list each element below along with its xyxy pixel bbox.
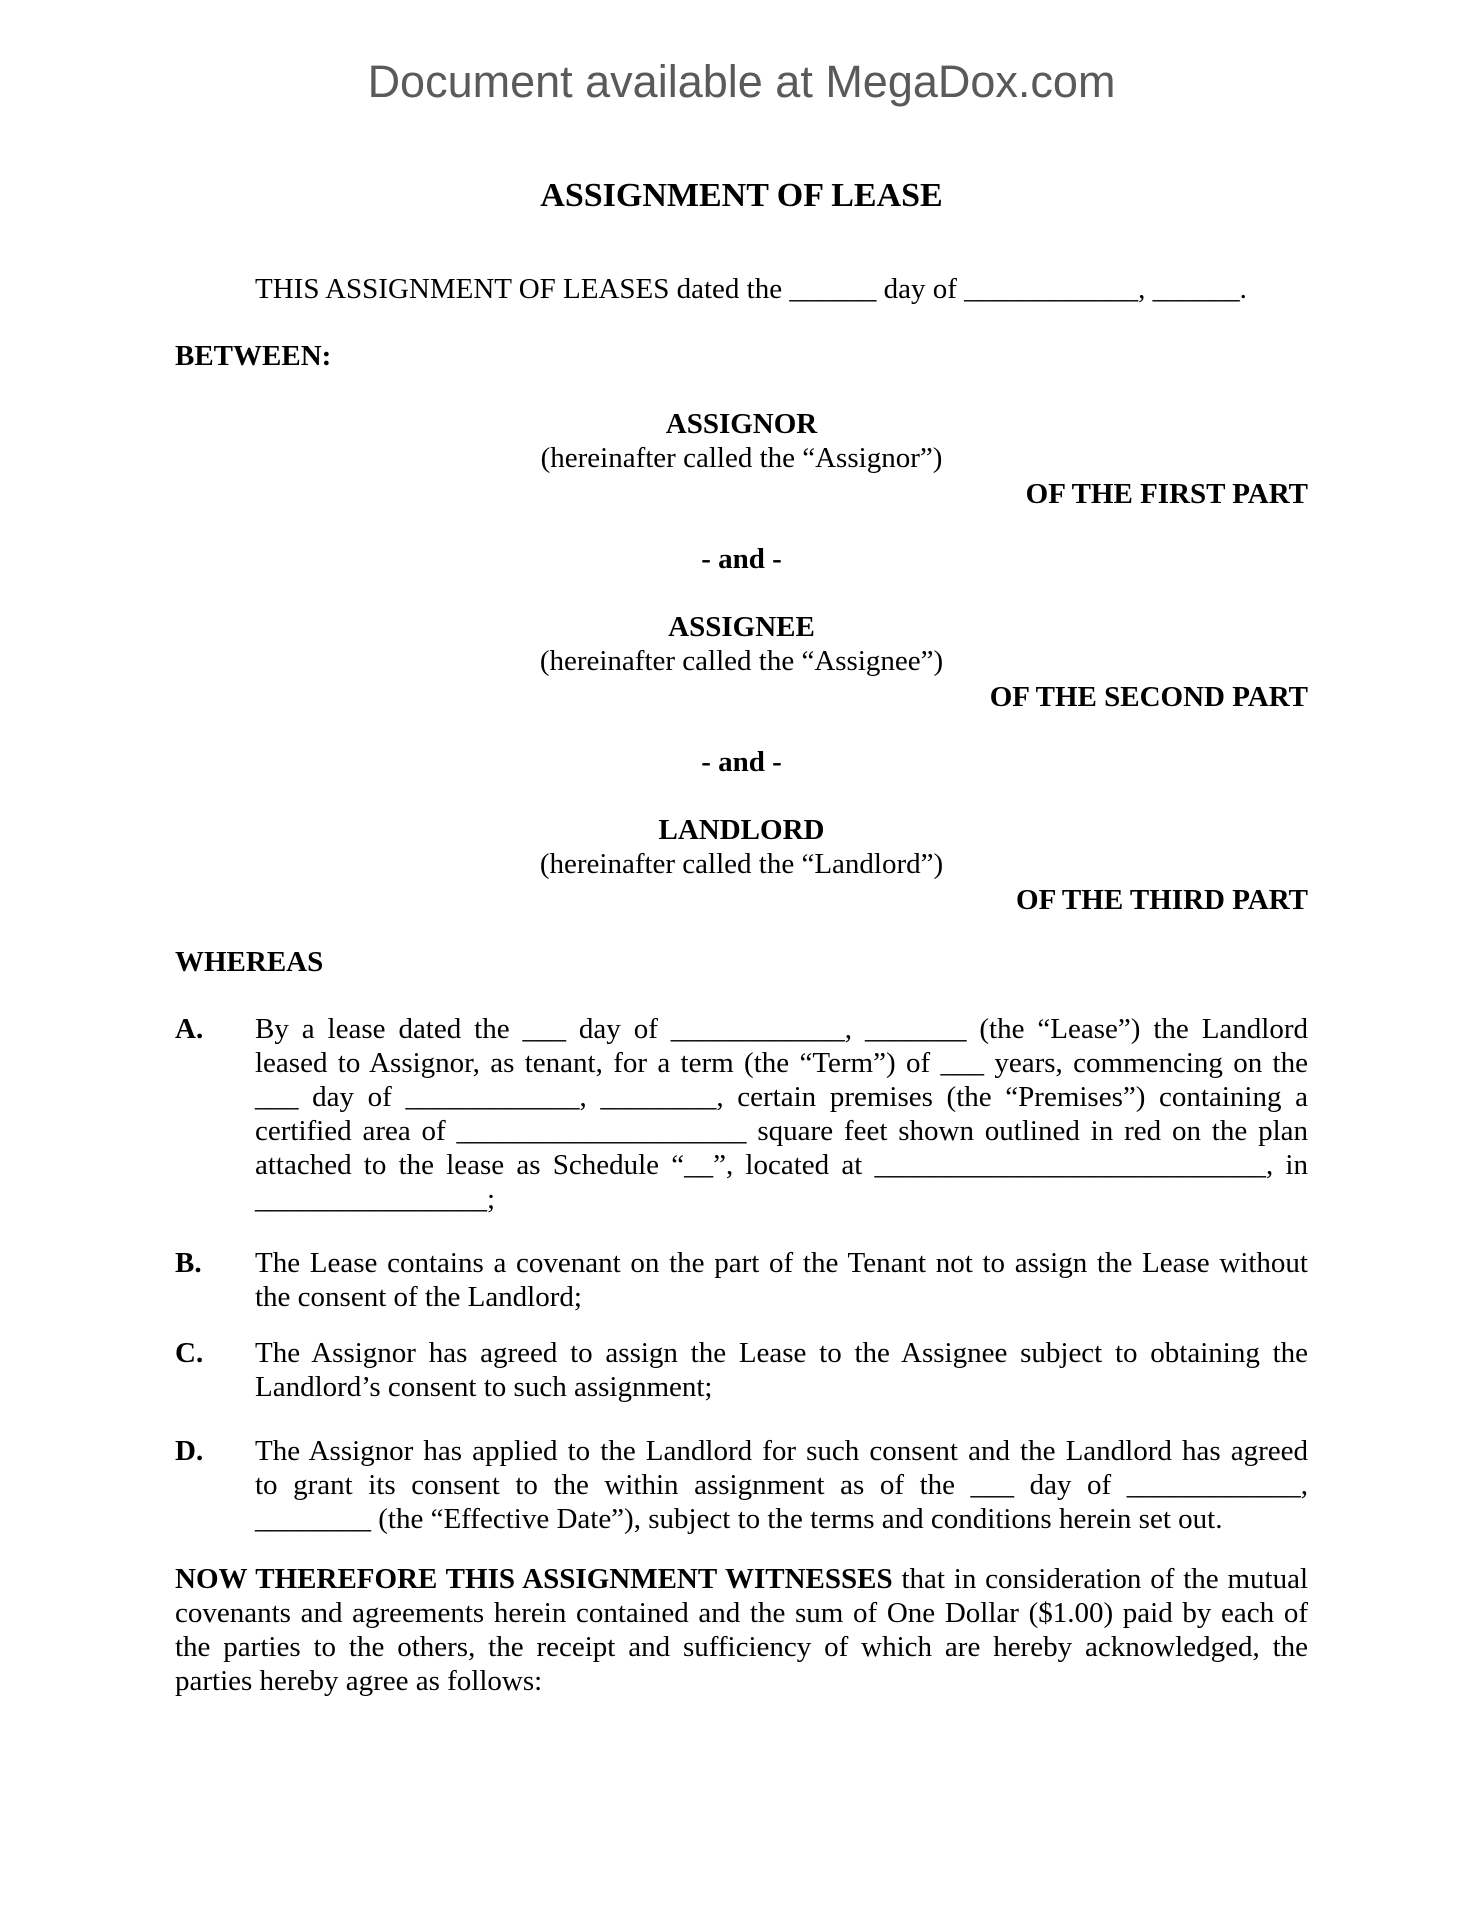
party-part: OF THE FIRST PART — [1025, 478, 1308, 510]
closing-line: the parties to the others, the receipt and sufficiency of which are hereby acknowledged, the — [175, 1631, 1308, 1663]
recital-line: leased to Assignor, as tenant, for a term (the “Term”) of ___ years, commencing on the — [255, 1047, 1308, 1079]
party-name: LANDLORD — [658, 814, 825, 846]
closing-line-text: that in consideration of the mutual — [901, 1563, 1308, 1595]
recital-line: certified area of ____________________ square feet shown outlined in red on the plan — [255, 1115, 1308, 1147]
now-therefore-paragraph — [175, 1562, 1308, 1698]
party-block-assignee — [175, 610, 1308, 714]
recital-b — [175, 1246, 1308, 1314]
party-block-landlord — [175, 813, 1308, 917]
recital-text — [255, 1434, 1308, 1536]
recital-letter: C. — [175, 1337, 204, 1369]
recital-letter: B. — [175, 1247, 202, 1279]
recital-text — [255, 1336, 1308, 1404]
recital-line: The Lease contains a covenant on the part of the Tenant not to assign the Lease without — [255, 1247, 1308, 1279]
party-alias: (hereinafter called the “Assignor”) — [540, 442, 943, 474]
recital-text — [255, 1012, 1308, 1216]
recital-line: attached to the lease as Schedule “__”, located at ___________________________, in — [255, 1149, 1308, 1181]
recital-line: The Assignor has applied to the Landlord for such consent and the Landlord has agreed — [255, 1435, 1308, 1467]
watermark-text: Document available at MegaDox.com — [367, 56, 1116, 107]
closing-line — [175, 1562, 1308, 1596]
recital-text — [255, 1246, 1308, 1314]
recital-d — [175, 1434, 1308, 1536]
recital-c — [175, 1336, 1308, 1404]
and-separator: - and - — [701, 543, 782, 575]
recital-letter: D. — [175, 1435, 204, 1467]
party-block-assignor — [175, 407, 1308, 511]
document-title: ASSIGNMENT OF LEASE — [540, 177, 943, 214]
party-alias: (hereinafter called the “Assignee”) — [539, 645, 944, 677]
recital-line: Landlord’s consent to such assignment; — [255, 1371, 713, 1403]
party-name: ASSIGNEE — [668, 611, 815, 643]
closing-lead: NOW THEREFORE THIS ASSIGNMENT WITNESSES — [175, 1563, 893, 1595]
party-part: OF THE THIRD PART — [1016, 884, 1308, 916]
party-alias: (hereinafter called the “Landlord”) — [539, 848, 944, 880]
recital-line: ___ day of ____________, ________, certain premises (the “Premises”) containing a — [255, 1081, 1308, 1113]
closing-line: parties hereby agree as follows: — [175, 1665, 543, 1697]
recital-line: to grant its consent to the within assignment as of the ___ day of ____________, — [255, 1469, 1308, 1501]
opening-paragraph: THIS ASSIGNMENT OF LEASES dated the ______ day of ____________, ______. — [255, 273, 1247, 305]
recital-line: By a lease dated the ___ day of ____________, _______ (the “Lease”) the Landlord — [255, 1013, 1308, 1045]
party-name: ASSIGNOR — [665, 408, 818, 440]
recital-letter: A. — [175, 1013, 204, 1045]
closing-line: covenants and agreements herein contained and the sum of One Dollar ($1.00) paid by each of — [175, 1597, 1308, 1629]
party-part: OF THE SECOND PART — [989, 681, 1308, 713]
and-separator: - and - — [701, 746, 782, 778]
between-label: BETWEEN: — [175, 340, 332, 372]
whereas-label: WHEREAS — [175, 946, 324, 978]
recital-line: ________ (the “Effective Date”), subject to the terms and conditions herein set out. — [255, 1503, 1223, 1535]
recital-a — [175, 1012, 1308, 1216]
recital-line: The Assignor has agreed to assign the Lease to the Assignee subject to obtaining the — [255, 1337, 1308, 1369]
recital-line: ________________; — [255, 1183, 496, 1215]
recital-line: the consent of the Landlord; — [255, 1281, 582, 1313]
